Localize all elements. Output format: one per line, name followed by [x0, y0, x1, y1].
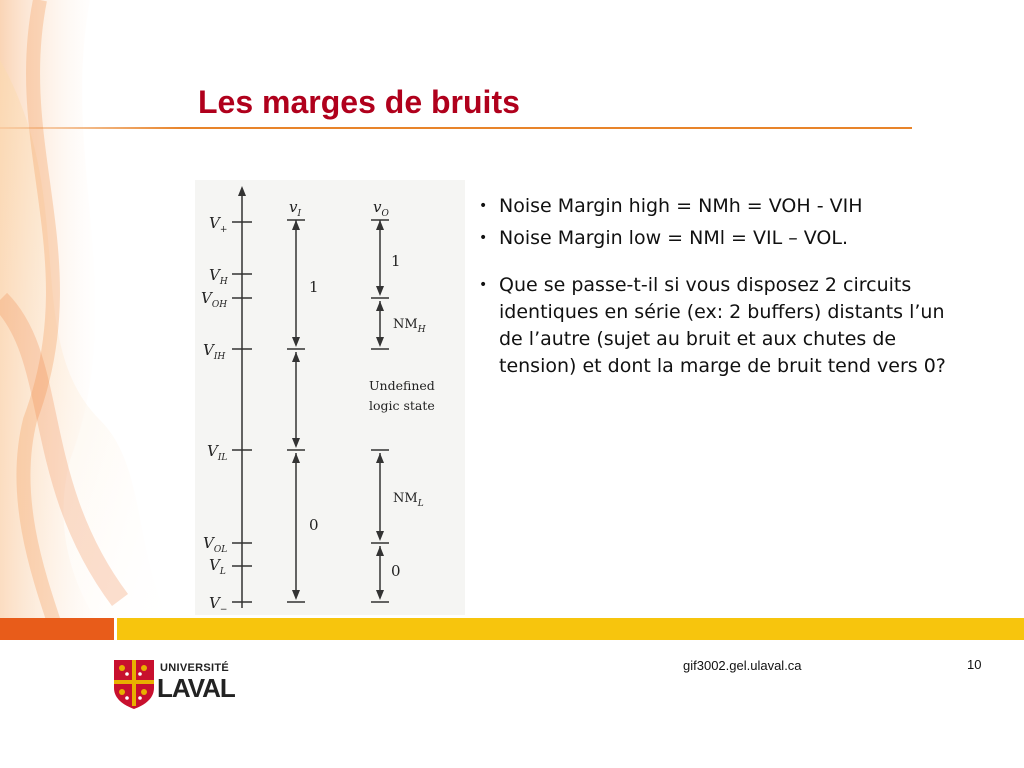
label-v-oh: $V_{OH}$ — [201, 289, 228, 310]
label-v-minus: $V_-$ — [209, 594, 228, 615]
label-v-plus: $V_+$ — [209, 214, 228, 235]
logo-line2: LAVAL — [157, 673, 235, 703]
nml-label: $NM_L$ — [393, 491, 424, 509]
label-v-l: $V_L$ — [209, 556, 226, 577]
nmh-label: $NM_H$ — [393, 317, 426, 335]
label-v-ih: $V_{IH}$ — [203, 341, 226, 362]
bullet-text: Noise Margin high = NMh = VOH - VIH — [499, 195, 863, 217]
label-v-ol: $V_{OL}$ — [203, 534, 228, 555]
vi-zero-label: 0 — [309, 516, 319, 534]
label-v-h: $V_H$ — [209, 266, 228, 287]
bullet-item — [477, 272, 957, 380]
page-number: 10 — [967, 657, 982, 672]
title-divider — [0, 127, 912, 129]
undefined-state-line2: logic state — [369, 398, 435, 413]
vo-zero-label: 0 — [391, 562, 401, 580]
bullet-dot: • — [479, 198, 488, 214]
label-v-il: $V_{IL}$ — [207, 442, 228, 463]
slide-title: Les marges de bruits — [198, 84, 520, 120]
vi-header: $v_I$ — [289, 198, 302, 219]
bullet-item — [477, 225, 957, 252]
coat-of-arms-icon — [112, 658, 156, 710]
undefined-state-line1: Undefined — [369, 378, 435, 393]
footer-url: gif3002.gel.ulaval.ca — [683, 658, 802, 673]
bullet-item — [477, 193, 957, 220]
bullet-list — [477, 193, 957, 385]
footer-bar-yellow — [117, 618, 1024, 640]
logo-line1: UNIVERSITÉ — [160, 662, 230, 674]
bullet-dot: • — [479, 230, 488, 246]
bullet-text: Noise Margin low = NMl = VIL – VOL. — [499, 227, 849, 249]
footer-bar-orange — [0, 618, 114, 640]
vo-header: $v_O$ — [373, 198, 389, 219]
university-logo — [112, 658, 242, 710]
bullet-dot: • — [479, 277, 488, 293]
bullet-text: Que se passe-t-il si vous disposez 2 circuits identiques en série (ex: 2 buffers) distants l’un de l’autre (sujet au bruit et aux chutes de tension) et dont la marge de bruit tend vers 0? — [499, 274, 946, 377]
vo-one-label: 1 — [391, 252, 401, 270]
noise-margin-diagram — [195, 180, 465, 615]
vi-one-label: 1 — [309, 278, 319, 296]
